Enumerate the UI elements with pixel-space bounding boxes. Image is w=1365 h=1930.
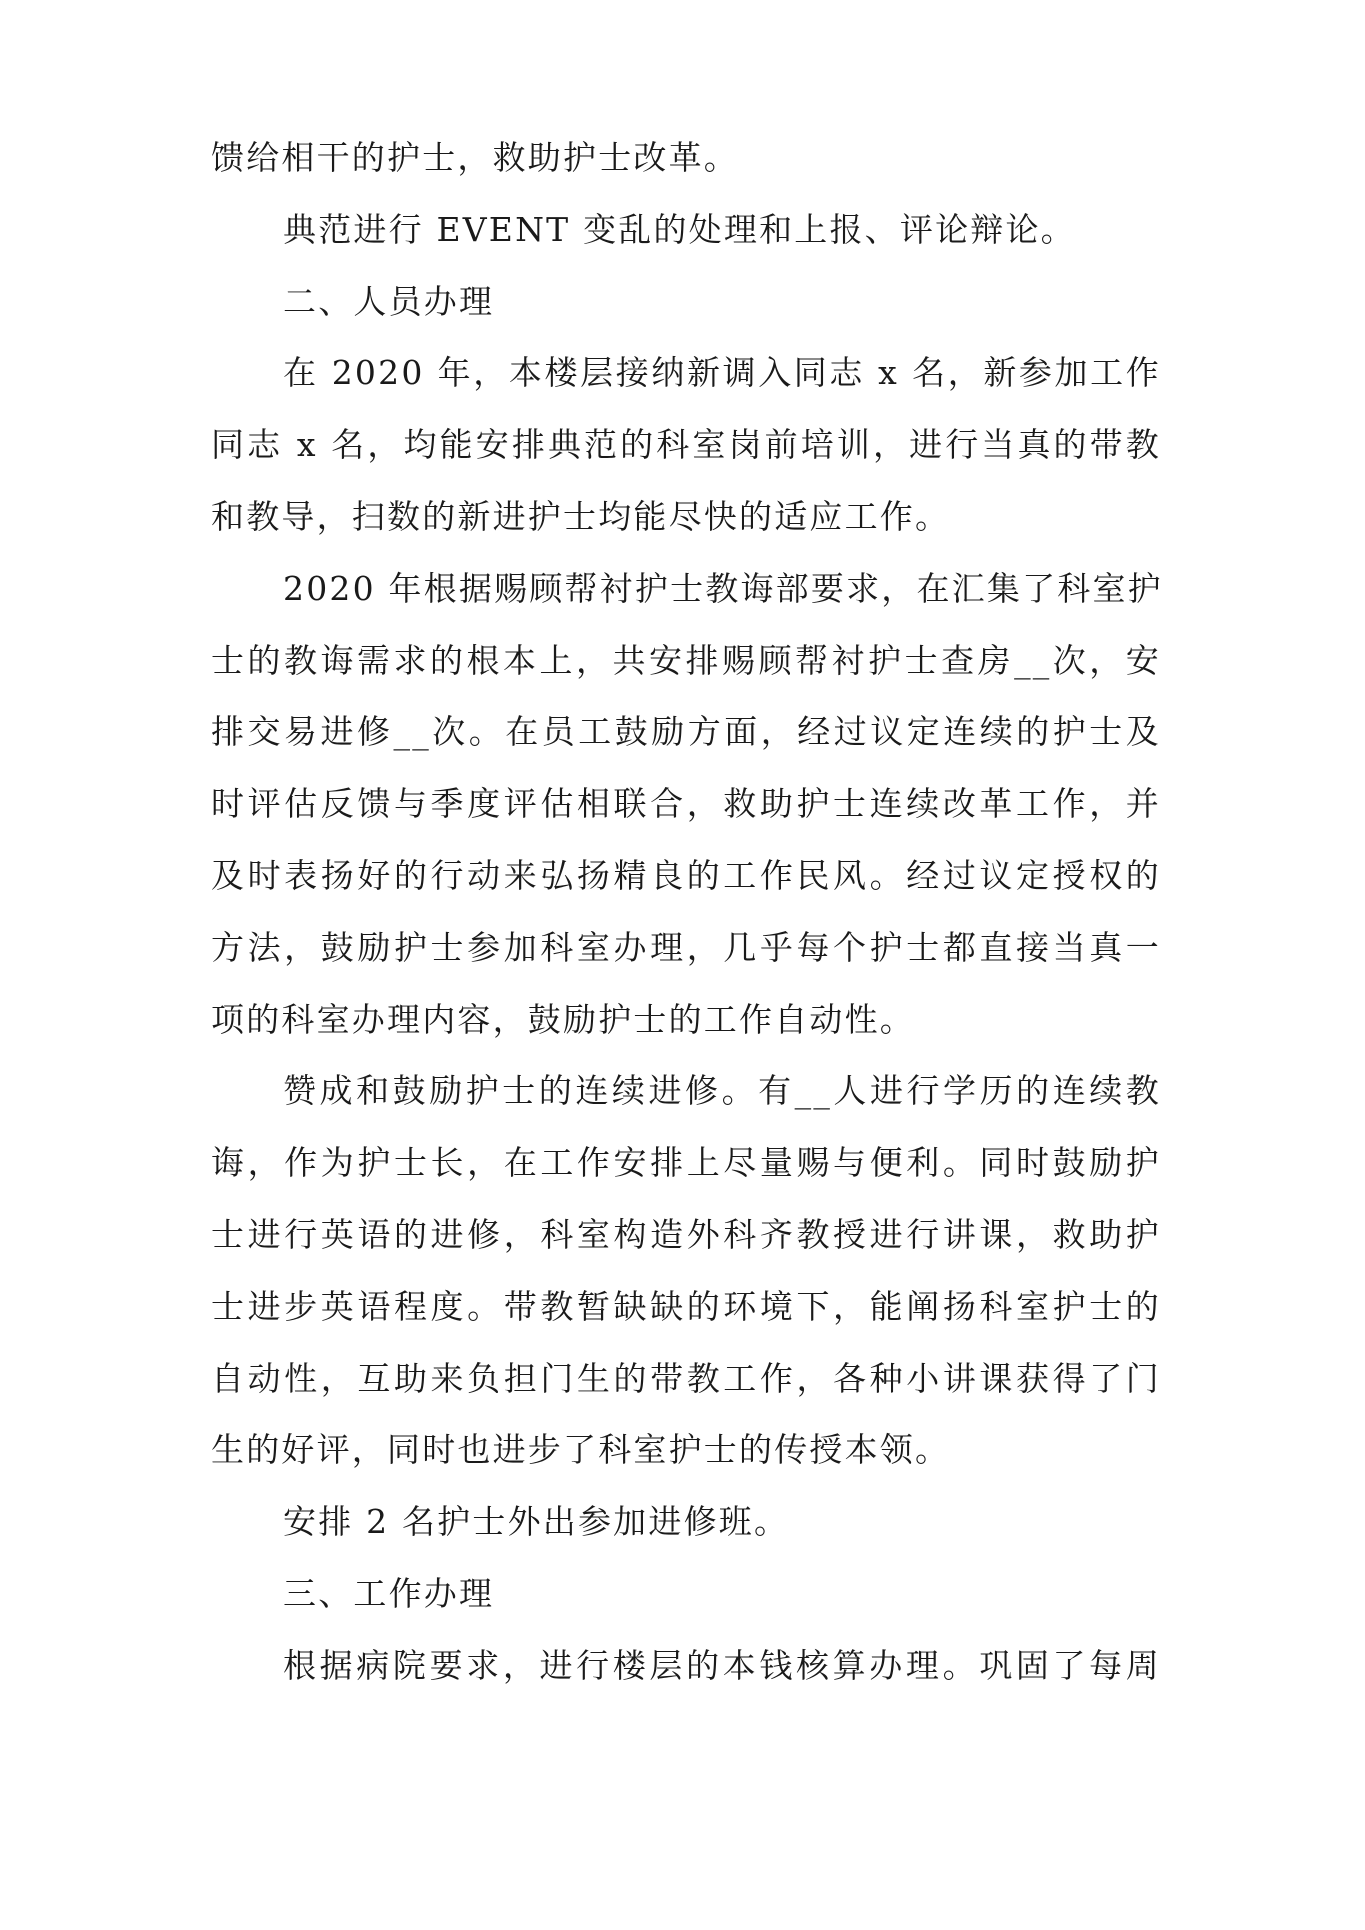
section-heading — [211, 266, 1161, 338]
text-line: 时评估反馈与季度评估相联合，救助护士连续改革工作，并 — [211, 784, 1161, 824]
paragraph — [211, 553, 1161, 1056]
section-heading — [211, 1558, 1161, 1630]
text-line: 和教导，扫数的新进护士均能尽快的适应工作。 — [211, 496, 951, 536]
text-line: 在 2020 年，本楼层接纳新调入同志 x 名，新参加工作 — [283, 353, 1161, 393]
text-line: 排交易进修__次。在员工鼓励方面，经过议定连续的护士及 — [211, 712, 1161, 752]
paragraph — [211, 1630, 1161, 1702]
text-line: 士进行英语的进修，科室构造外科齐教授进行讲课，救助护 — [211, 1214, 1161, 1254]
text-line: 生的好评，同时也进步了科室护士的传授本领。 — [211, 1430, 951, 1470]
text-line: 士的教诲需求的根本上，共安排赐顾帮衬护士查房__次，安 — [211, 640, 1161, 680]
text-line: 2020 年根据赐顾帮衬护士教诲部要求，在汇集了科室护 — [283, 568, 1163, 608]
text-line: 同志 x 名，均能安排典范的科室岗前培训，进行当真的带教 — [211, 425, 1161, 465]
text-line: 典范进行 EVENT 变乱的处理和上报、评论辩论。 — [283, 209, 1076, 249]
paragraph — [211, 194, 1161, 266]
text-line: 赞成和鼓励护士的连续进修。有__人进行学历的连续教 — [283, 1071, 1161, 1111]
text-line: 馈给相干的护士，救助护士改革。 — [211, 138, 739, 177]
document-body — [211, 122, 1161, 1702]
text-line: 及时表扬好的行动来弘扬精良的工作民风。经过议定授权的 — [211, 855, 1161, 895]
text-line: 安排 2 名护士外出参加进修班。 — [283, 1502, 790, 1542]
section-heading-text: 二、人员办理 — [283, 281, 495, 321]
paragraph — [211, 1055, 1161, 1486]
text-line: 自动性，互助来负担门生的带教工作，各种小讲课获得了门 — [211, 1358, 1161, 1398]
paragraph — [211, 337, 1161, 552]
section-heading-text: 三、工作办理 — [283, 1573, 495, 1613]
text-line: 根据病院要求，进行楼层的本钱核算办理。巩固了每周 — [283, 1645, 1161, 1685]
paragraph — [211, 122, 1161, 194]
paragraph — [211, 1486, 1161, 1558]
text-line: 士进步英语程度。带教暂缺缺的环境下，能阐扬科室护士的 — [211, 1286, 1161, 1326]
text-line: 诲，作为护士长，在工作安排上尽量赐与便利。同时鼓励护 — [211, 1143, 1161, 1183]
text-line: 方法，鼓励护士参加科室办理，几乎每个护士都直接当真一 — [211, 927, 1161, 967]
text-line: 项的科室办理内容，鼓励护士的工作自动性。 — [211, 999, 915, 1039]
